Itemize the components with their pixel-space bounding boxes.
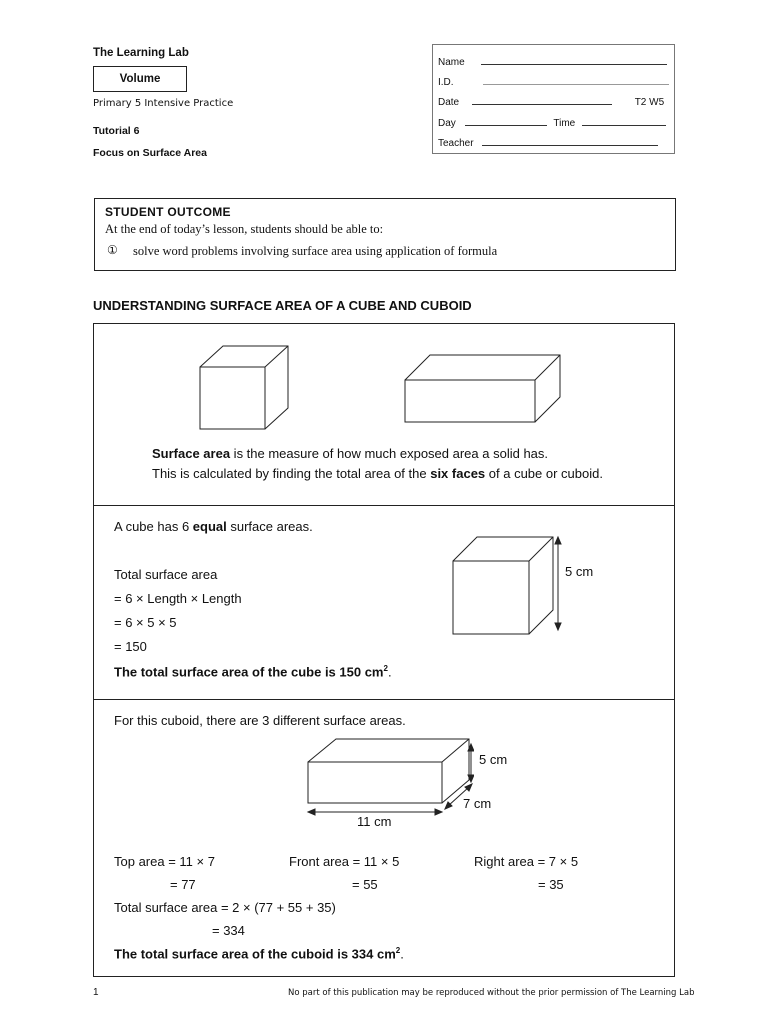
- time-field[interactable]: [582, 116, 666, 126]
- teacher-row: [438, 136, 658, 149]
- time-label: Time: [553, 118, 576, 129]
- outcome-intro: At the end of today’s lesson, students should be able to:: [105, 222, 384, 236]
- id-field[interactable]: [483, 75, 669, 85]
- right-area: Right area = 7 × 5: [474, 854, 579, 869]
- id-row: [438, 75, 669, 88]
- cube-step: = 6 × Length × Length: [114, 591, 242, 606]
- panel-divider: [94, 699, 674, 700]
- cuboid-answer: The total surface area of the cuboid is 334 $cm^2$.: [114, 946, 404, 962]
- day-time-row: [438, 116, 666, 129]
- cuboid-intro: For this cuboid, there are 3 different surface areas.: [114, 713, 406, 728]
- name-row: [438, 55, 667, 68]
- cube-intro: A cube has 6 equal surface areas.: [114, 519, 313, 534]
- top-area: Top area = 11 × 7: [114, 854, 215, 869]
- copyright-note: No part of this publication may be reproduced without the prior permission of The Learning Lab: [288, 988, 695, 998]
- surface-area-term: Surface area: [152, 446, 231, 461]
- front-area: Front area = 11 × 5: [289, 854, 400, 869]
- surface-area-definition: Surface area is the measure of how much exposed area a solid has.: [152, 446, 549, 461]
- cube-step: = 150: [114, 639, 147, 654]
- cuboid-total-step: Total surface area = 2 × (77 + 55 + 35): [114, 900, 336, 915]
- cube-height-arrow: [555, 537, 561, 630]
- outcome-title: STUDENT OUTCOME: [105, 205, 231, 219]
- cube-drawing: [200, 346, 288, 429]
- page-number: 1: [93, 987, 99, 998]
- front-area-result: = 55: [352, 877, 378, 892]
- name-field[interactable]: [481, 55, 667, 65]
- focus-label: Focus on Surface Area: [93, 147, 207, 159]
- cuboid-breadth-label: 7 cm: [463, 796, 492, 811]
- outcome-bullet-icon: ①: [107, 243, 118, 257]
- name-label: Name: [438, 57, 465, 68]
- six-faces-sentence: This is calculated by finding the total area of the six faces of a cube or cuboid.: [152, 466, 603, 481]
- surface-area-panels: [93, 323, 675, 977]
- cube-step: = 6 × 5 × 5: [114, 615, 177, 630]
- cuboid-total-result: = 334: [212, 923, 245, 938]
- level-label: Primary 5 Intensive Practice: [93, 98, 234, 109]
- panel-divider: [94, 505, 674, 506]
- date-field[interactable]: [472, 95, 612, 105]
- term-week-label: T2 W5: [634, 97, 665, 108]
- top-area-result: = 77: [170, 877, 196, 892]
- equal-term: equal: [192, 519, 227, 534]
- outcome-item: solve word problems involving surface area using application of formula: [133, 244, 498, 258]
- section-heading: UNDERSTANDING SURFACE AREA OF A CUBE AND CUBOID: [93, 298, 472, 313]
- cuboid-drawing: [405, 355, 560, 422]
- id-label: I.D.: [438, 77, 454, 88]
- cuboid-height-label: 5 cm: [479, 752, 508, 767]
- day-label: Day: [438, 118, 456, 129]
- teacher-label: Teacher: [438, 138, 474, 149]
- subject-box: Volume: [93, 66, 187, 92]
- cube-step: Total surface area: [114, 567, 218, 582]
- cube-5cm-diagram: [444, 529, 584, 641]
- date-label: Date: [438, 97, 460, 108]
- day-field[interactable]: [465, 116, 547, 126]
- cube-answer: The total surface area of the cube is 150 $cm^2$.: [114, 664, 392, 680]
- tutorial-label: Tutorial 6: [93, 125, 140, 137]
- six-faces-term: six faces: [430, 466, 486, 481]
- student-info-box: [432, 44, 675, 154]
- cuboid-dimensions-diagram: [299, 732, 474, 827]
- right-area-result: = 35: [538, 877, 564, 892]
- date-row: [438, 95, 664, 108]
- cuboid-length-label: 11 cm: [357, 814, 392, 829]
- cube-side-label: 5 cm: [565, 564, 594, 579]
- lab-name: The Learning Lab: [93, 47, 189, 59]
- student-outcome-box: [94, 198, 676, 271]
- teacher-field[interactable]: [482, 136, 658, 146]
